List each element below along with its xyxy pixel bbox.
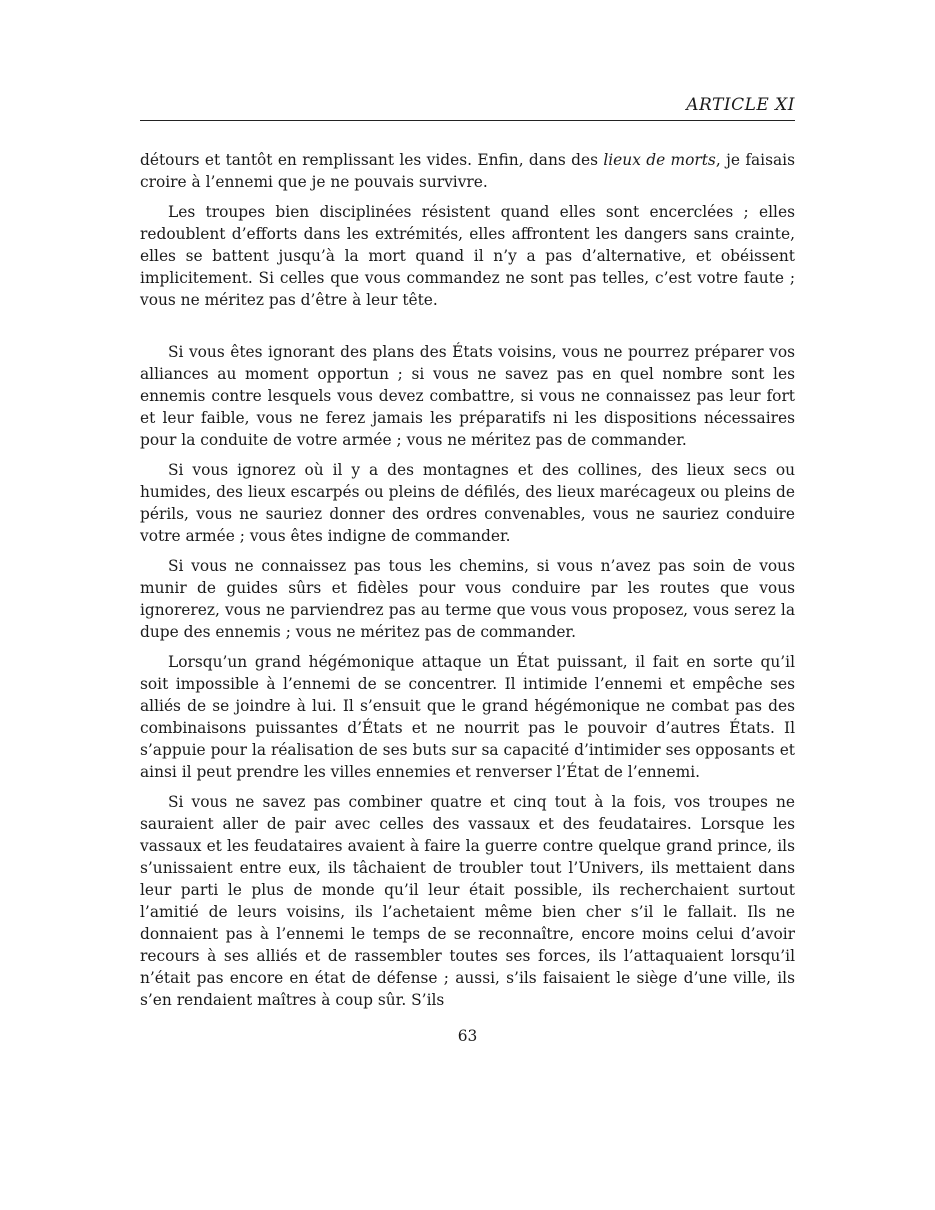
body-text xyxy=(140,149,795,1019)
paragraph: Si vous ignorez où il y a des montagnes et des collines, des lieux secs ou humides, des lieux escarpés ou pleins de défilés, des lieux marécageux ou pleins de périls, vous ne sauriez donner des ordres convenables, vous ne sauriez conduire votre armée ; vous êtes indigne de commander. xyxy=(140,461,795,545)
running-title: ARTICLE XI xyxy=(686,95,795,115)
page-number: 63 xyxy=(457,1027,478,1045)
paragraph: Les troupes bien disciplinées résistent quand elles sont encerclées ; elles redoublent d’efforts dans les extrémités, elles affrontent les dangers sans crainte, elles se battent jusqu’à la mort quand il n’y a pas d’alternative, et obéissent implicitement. Si celles que vous commandez ne sont pas telles, c’est votre faute ; vous ne méritez pas d’être à leur tête. xyxy=(140,203,795,309)
emphasized-term: lieux de morts xyxy=(603,151,716,169)
paragraph: Si vous ne connaissez pas tous les chemins, si vous n’avez pas soin de vous munir de guides sûrs et fidèles pour vous conduire par les routes que vous ignorerez, vous ne parviendrez pas au terme que vous vous proposez, vous serez la dupe des ennemis ; vous ne méritez pas de commander. xyxy=(140,557,795,641)
paragraph-continued xyxy=(140,149,795,193)
paragraph: Si vous êtes ignorant des plans des États voisins, vous ne pourrez préparer vos alliances au moment opportun ; si vous ne savez pas en quel nombre sont les ennemis contre lesquels vous devez combattre, si vous ne connaissez pas leur fort et leur faible, vous ne ferez jamais les préparatifs ni les dispositions nécessaires pour la conduite de votre armée ; vous ne méritez pas de commander. xyxy=(140,343,795,449)
paragraph-text: détours et tantôt en remplissant les vides. Enfin, dans des xyxy=(140,151,604,169)
running-header xyxy=(140,94,795,121)
paragraph: Lorsqu’un grand hégémonique attaque un État puissant, il fait en sorte qu’il soit impossible à l’ennemi de se concentrer. Il intimide l’ennemi et empêche ses alliés de se joindre à lui. Il s’ensuit que le grand hégémonique ne combat pas des combinaisons puissantes d’États et ne nourrit pas le pouvoir d’autres États. Il s’appuie pour la réalisation de ses buts sur sa capacité d’intimider ses opposants et ainsi il peut prendre les villes ennemies et renverser l’État de l’ennemi. xyxy=(140,653,795,781)
paragraph: Si vous ne savez pas combiner quatre et cinq tout à la fois, vos troupes ne sauraient aller de pair avec celles des vassaux et des feudataires. Lorsque les vassaux et les feudataires avaient à faire la guerre contre quelque grand prince, ils s’unissaient entre eux, ils tâchaient de troubler tout l’Univers, ils mettaient dans leur parti le plus de monde qu’il leur était possible, ils recherchaient surtout l’amitié de leurs voisins, ils l’achetaient même bien cher s’il le fallait. Ils ne donnaient pas à l’ennemi le temps de se reconnaître, encore moins celui d’avoir recours à ses alliés et de rassembler toutes ses forces, ils l’attaquaient lorsqu’il n’était pas encore en état de défense ; aussi, s’ils faisaient le siège d’une ville, ils s’en rendaient maîtres à coup sûr. S’ils xyxy=(140,793,795,1009)
paragraph-text: , je faisais croire à l’ennemi que je ne pouvais survivre. xyxy=(140,151,796,191)
